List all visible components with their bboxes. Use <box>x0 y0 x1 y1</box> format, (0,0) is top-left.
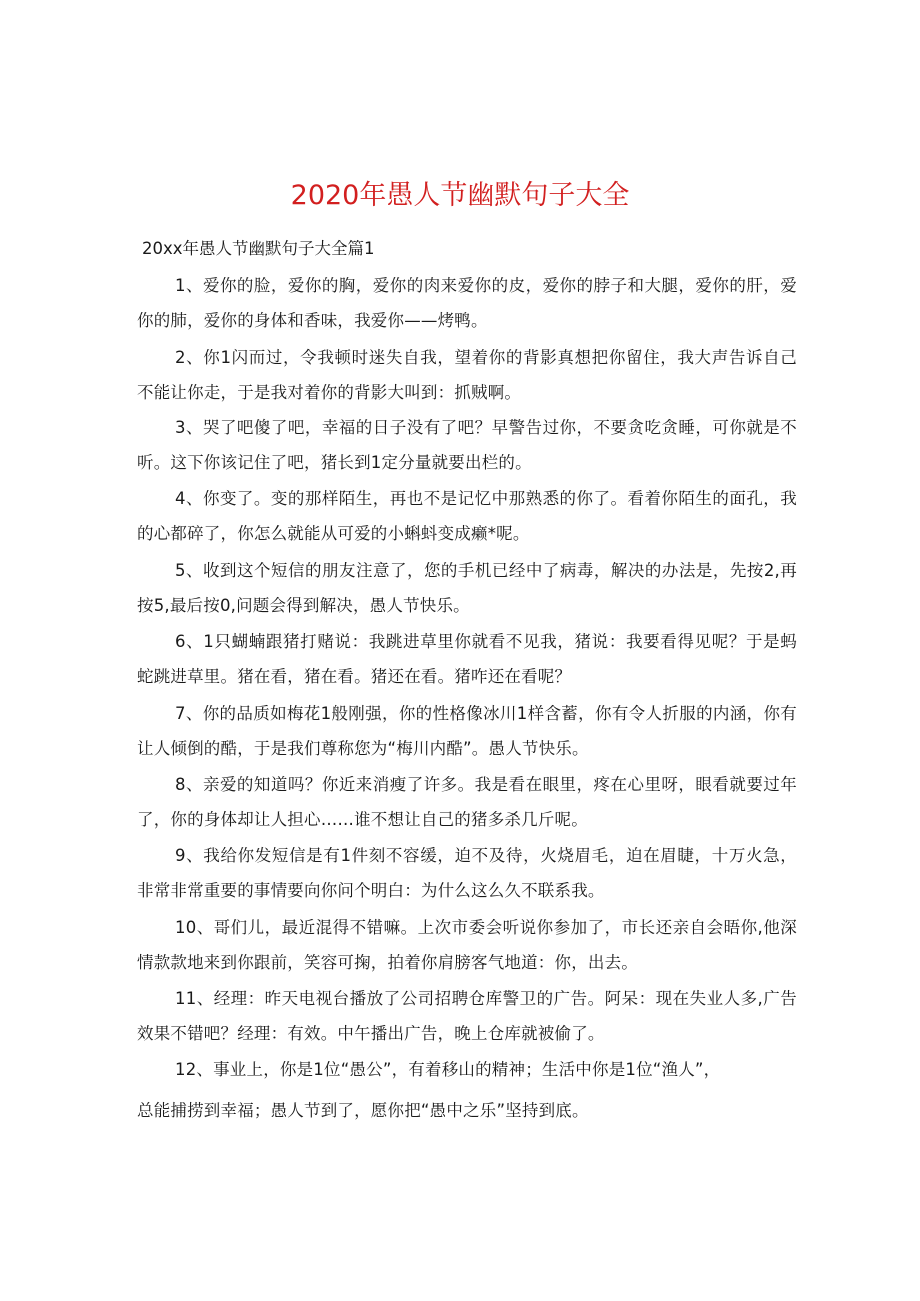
section-heading: 20xx年愚人节幽默句子大全篇1 <box>142 239 375 258</box>
list-item: 2、你1闪而过，令我顿时迷失自我，望着你的背影真想把你留住，我大声告诉自己不能让你走，于是我对着你的背影大叫到：抓贼啊。 <box>137 348 797 402</box>
list-item-line: 总能捕捞到幸福；愚人节到了，愿你把“愚中之乐”坚持到底。 <box>137 1101 589 1120</box>
list-item: 1、爱你的脸，爱你的胸，爱你的肉来爱你的皮，爱你的脖子和大腿，爱你的肝，爱你的肺，爱你的身体和香味，我爱你——烤鸭。 <box>137 276 797 330</box>
list-item-last <box>137 1052 797 1128</box>
list-item: 9、我给你发短信是有1件刻不容缓，迫不及待，火烧眉毛，迫在眉睫，十万火急，非常非常重要的事情要向你问个明白：为什么这么久不联系我。 <box>137 846 797 900</box>
document-title: 2020年愚人节幽默句子大全 <box>290 180 630 212</box>
list-item: 8、亲爱的知道吗？你近来消瘦了许多。我是看在眼里，疼在心里呀，眼看就要过年了，你的身体却让人担心……谁不想让自己的猪多杀几斤呢。 <box>137 775 797 829</box>
list-item: 5、收到这个短信的朋友注意了，您的手机已经中了病毒，解决的办法是，先按2,再按5,最后按0,问题会得到解决，愚人节快乐。 <box>137 561 797 615</box>
list-item: 3、哭了吧傻了吧，幸福的日子没有了吧？早警告过你，不要贪吃贪睡，可你就是不听。这下你该记住了吧，猪长到1定分量就要出栏的。 <box>137 418 797 472</box>
list-item: 4、你变了。变的那样陌生，再也不是记忆中那熟悉的你了。看着你陌生的面孔，我的心都碎了，你怎么就能从可爱的小蝌蚪变成癞*呢。 <box>137 489 797 543</box>
list-item-line: 12、事业上，你是1位“愚公”，有着移山的精神；生活中你是1位“渔人”， <box>175 1060 721 1079</box>
list-item: 11、经理：昨天电视台播放了公司招聘仓库警卫的广告。阿呆：现在失业人多,广告效果不错吧？经理：有效。中午播出广告，晚上仓库就被偷了。 <box>137 989 797 1043</box>
list-item: 6、1只蝴蝻跟猪打赌说：我跳进草里你就看不见我，猪说：我要看得见呢？于是蚂蛇跳进草里。猪在看，猪在看。猪还在看。猪咋还在看呢？ <box>137 632 797 686</box>
list-item: 10、哥们儿，最近混得不错嘛。上次市委会听说你参加了，市长还亲自会晤你,他深情款款地来到你跟前，笑容可掬，拍着你肩膀客气地道：你，出去。 <box>137 918 797 972</box>
list-item: 7、你的品质如梅花1般刚强，你的性格像冰川1样含蓄，你有令人折服的内涵，你有让人倾倒的酷，于是我们尊称您为“梅川内酷”。愚人节快乐。 <box>137 704 797 758</box>
